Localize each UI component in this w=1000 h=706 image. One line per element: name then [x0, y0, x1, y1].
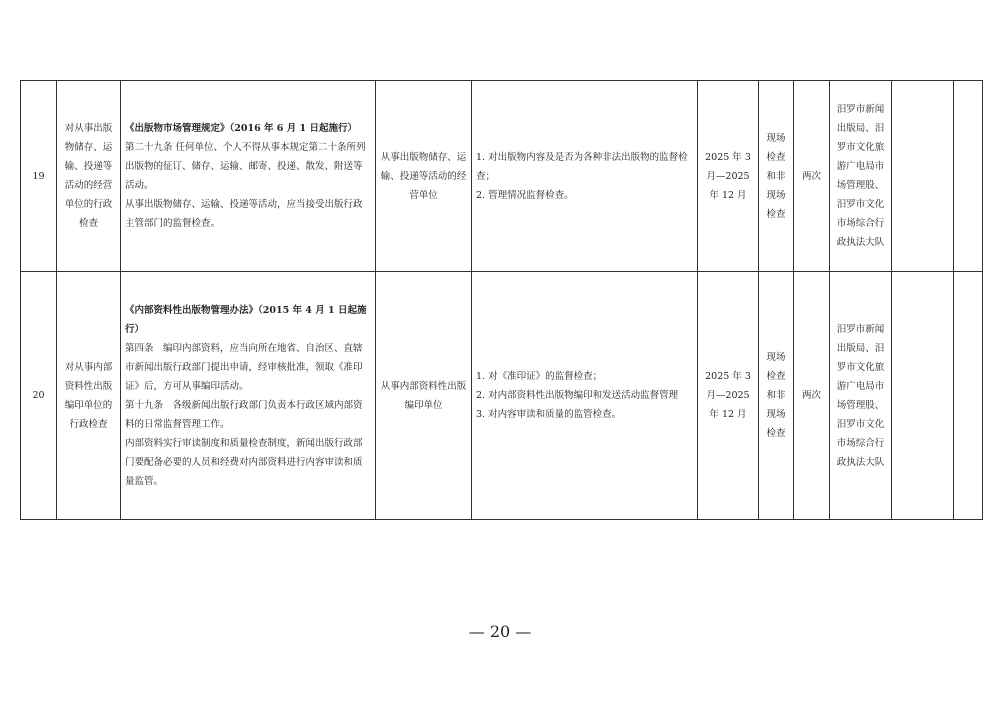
inspection-item: 对从事出版物储存、运输、投递等活动的经营单位的行政检查 [57, 81, 121, 272]
empty-cell [892, 272, 954, 520]
legal-basis [121, 81, 376, 272]
content-line: 1. 对《准印证》的监督检查； [476, 371, 603, 382]
table-row [21, 81, 983, 272]
inspection-method: 现场检查和非现场检查 [759, 272, 794, 520]
law-paragraph: 第十九条 各级新闻出版行政部门负责本行政区域内部资料的日常监督管理工作。 [125, 399, 363, 430]
inspection-frequency: 两次 [794, 81, 830, 272]
content-line: 2. 对内部资料性出版物编印和发送活动监督管理 [476, 390, 679, 401]
empty-cell [954, 81, 983, 272]
inspection-time: 2025 年 3 月—2025 年 12 月 [698, 81, 759, 272]
responsible-department: 汨罗市新闻出版局、汨罗市文化旅游广电局市场管理股、汨罗市文化市场综合行政执法大队 [830, 272, 892, 520]
law-title: 《出版物市场管理规定》（2016 年 6 月 1 日起施行） [125, 123, 357, 134]
row-number: 20 [21, 272, 57, 520]
responsible-department: 汨罗市新闻出版局、汨罗市文化旅游广电局市场管理股、汨罗市文化市场综合行政执法大队 [830, 81, 892, 272]
empty-cell [954, 272, 983, 520]
law-paragraph: 第二十九条 任何单位、个人不得从事本规定第二十条所列出版物的征订、储存、运输、邮寄、投递、散发、附送等活动。 [125, 142, 366, 191]
inspection-table [20, 80, 983, 520]
inspection-method: 现场检查和非现场检查 [759, 81, 794, 272]
row-number: 19 [21, 81, 57, 272]
page-number: — 20 — [468, 622, 532, 641]
content-line: 2. 管理情况监督检查。 [476, 189, 574, 201]
law-paragraph: 内部资料实行审读制度和质量检查制度，新闻出版行政部门要配备必要的人员和经费对内部资料进行内容审读和质量监管。 [125, 437, 363, 487]
law-title: 《内部资料性出版物管理办法》（2015 年 4 月 1 日起施行） [125, 304, 367, 335]
law-paragraph: 从事出版物储存、运输、投递等活动，应当接受出版行政主管部门的监督检查。 [125, 199, 363, 229]
legal-basis [121, 272, 376, 520]
table-row [21, 272, 983, 520]
content-line: 1. 对出版物内容及是否为各种非法出版物的监督检查； [476, 151, 688, 182]
law-paragraph: 第四条 编印内部资料，应当向所在地省、自治区、直辖市新闻出版行政部门提出申请，经审核批准，领取《准印证》后，方可从事编印活动。 [125, 342, 363, 392]
inspection-content [472, 272, 698, 520]
inspection-object: 从事出版物储存、运输、投递等活动的经营单位 [376, 81, 472, 272]
inspection-time: 2025 年 3 月—2025 年 12 月 [698, 272, 759, 520]
inspection-object: 从事内部资料性出版编印单位 [376, 272, 472, 520]
inspection-item: 对从事内部资料性出版编印单位的行政检查 [57, 272, 121, 520]
empty-cell [892, 81, 954, 272]
content-line: 3. 对内容审读和质量的监管检查。 [476, 409, 622, 420]
inspection-frequency: 两次 [794, 272, 830, 520]
inspection-content [472, 81, 698, 272]
